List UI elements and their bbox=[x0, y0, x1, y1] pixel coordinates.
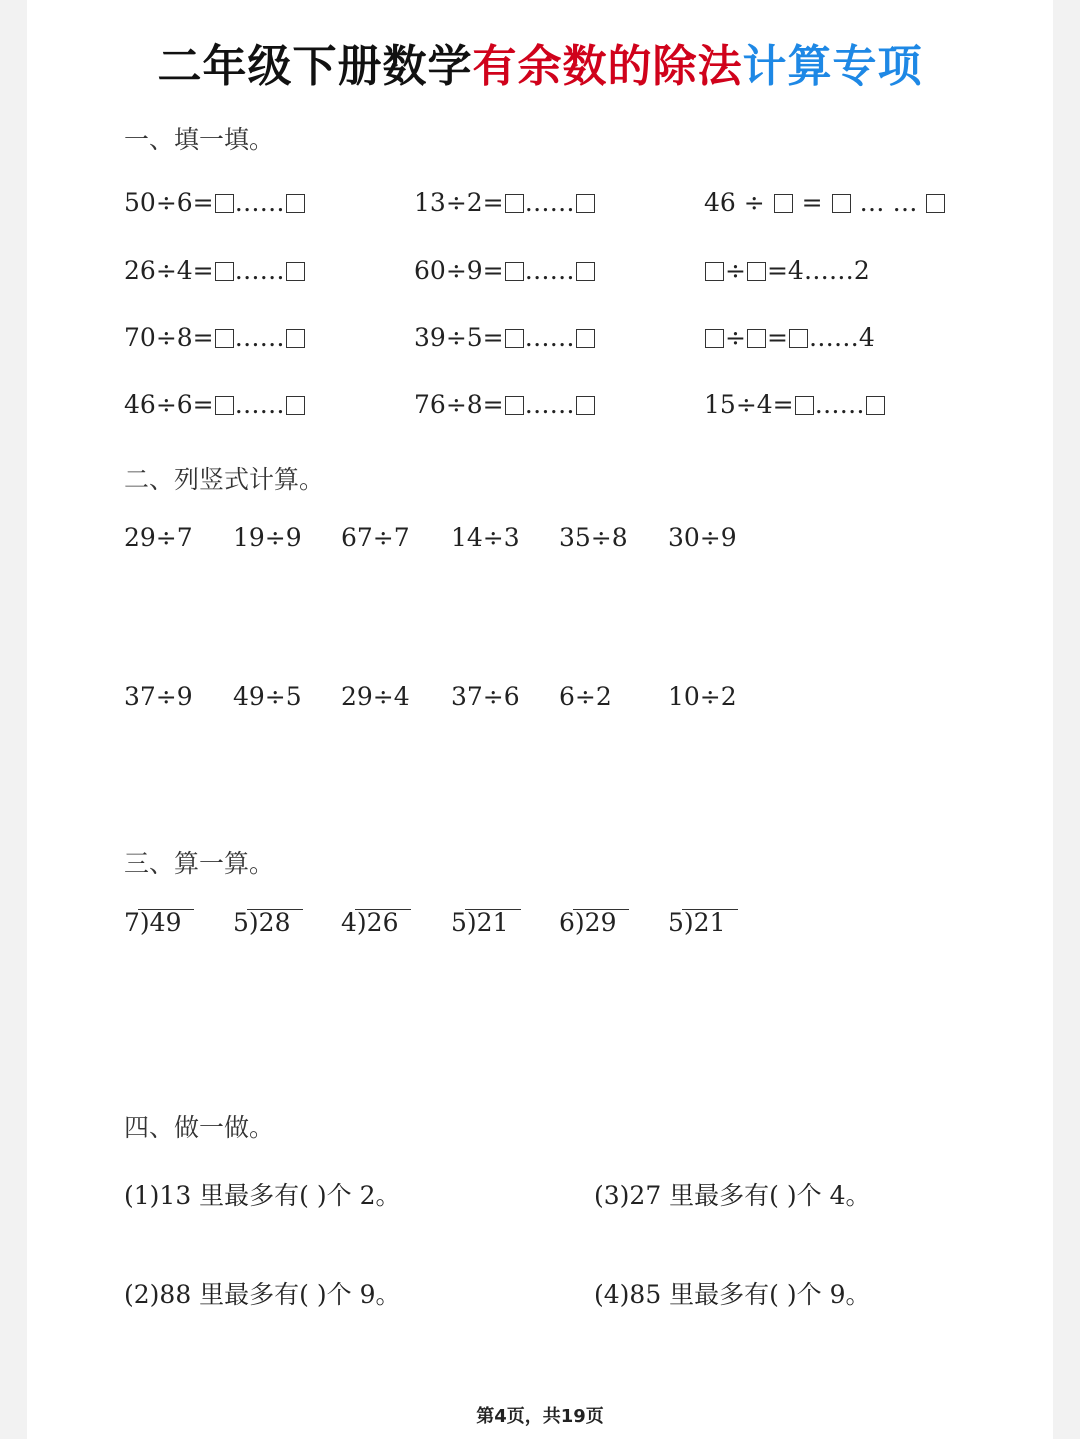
long-division-text: 7)49 bbox=[124, 908, 182, 937]
answer-box[interactable] bbox=[747, 329, 766, 348]
word-question: (3)27 里最多有( )个 4。 bbox=[594, 1181, 871, 1210]
answer-box[interactable] bbox=[215, 194, 234, 213]
answer-box[interactable] bbox=[866, 396, 885, 415]
division-bracket-line bbox=[573, 909, 629, 910]
answer-box[interactable] bbox=[576, 262, 595, 281]
title-part-practice: 计算专项 bbox=[742, 41, 923, 92]
word-question: (4)85 里最多有( )个 9。 bbox=[594, 1280, 871, 1309]
long-division-text: 4)26 bbox=[341, 908, 399, 937]
long-division-problem bbox=[559, 908, 616, 937]
fill-in-equation: 50÷6= …… bbox=[124, 188, 306, 217]
answer-box[interactable] bbox=[705, 262, 724, 281]
division-bracket-line bbox=[355, 909, 411, 910]
answer-box[interactable] bbox=[286, 396, 305, 415]
division-bracket-line bbox=[682, 909, 738, 910]
page-title bbox=[27, 30, 1053, 94]
long-division-problem bbox=[124, 908, 181, 937]
section4-heading: 四、做一做。 bbox=[124, 1113, 275, 1142]
answer-box[interactable] bbox=[215, 396, 234, 415]
fill-in-equation: ÷ = ……4 bbox=[704, 323, 875, 352]
answer-box[interactable] bbox=[774, 194, 793, 213]
fill-in-equation: 60÷9= …… bbox=[414, 256, 596, 285]
fill-in-equation: 26÷4= …… bbox=[124, 256, 306, 285]
long-division-text: 5)21 bbox=[451, 908, 509, 937]
division-expression: 37÷9 bbox=[124, 682, 193, 711]
title-part-topic: 有余数的除法 bbox=[472, 41, 743, 92]
answer-box[interactable] bbox=[215, 329, 234, 348]
division-bracket-line bbox=[465, 909, 521, 910]
fill-in-equation: 46÷6= …… bbox=[124, 390, 306, 419]
fill-in-equation: 15÷4= …… bbox=[704, 390, 886, 419]
answer-box[interactable] bbox=[505, 194, 524, 213]
answer-box[interactable] bbox=[286, 329, 305, 348]
answer-box[interactable] bbox=[286, 194, 305, 213]
answer-box[interactable] bbox=[576, 396, 595, 415]
answer-box[interactable] bbox=[576, 329, 595, 348]
worksheet-page bbox=[27, 0, 1053, 1439]
word-question: (1)13 里最多有( )个 2。 bbox=[124, 1181, 401, 1210]
answer-box[interactable] bbox=[926, 194, 945, 213]
long-division-problem bbox=[668, 908, 725, 937]
division-bracket-line bbox=[247, 909, 303, 910]
answer-box[interactable] bbox=[505, 262, 524, 281]
section2-heading: 二、列竖式计算。 bbox=[124, 465, 325, 494]
section3-heading: 三、算一算。 bbox=[124, 849, 275, 878]
division-expression: 29÷4 bbox=[341, 682, 410, 711]
long-division-text: 6)29 bbox=[559, 908, 617, 937]
division-bracket-line bbox=[138, 909, 194, 910]
division-expression: 67÷7 bbox=[341, 523, 410, 552]
fill-in-equation: 76÷8= …… bbox=[414, 390, 596, 419]
word-question: (2)88 里最多有( )个 9。 bbox=[124, 1280, 401, 1309]
division-expression: 49÷5 bbox=[233, 682, 302, 711]
division-expression: 14÷3 bbox=[451, 523, 520, 552]
fill-in-equation: 39÷5= …… bbox=[414, 323, 596, 352]
division-expression: 37÷6 bbox=[451, 682, 520, 711]
fill-in-equation: 46 ÷ = … … bbox=[704, 188, 946, 217]
long-division-text: 5)21 bbox=[668, 908, 726, 937]
fill-in-equation: 13÷2= …… bbox=[414, 188, 596, 217]
long-division-text: 5)28 bbox=[233, 908, 291, 937]
long-division-problem bbox=[451, 908, 508, 937]
answer-box[interactable] bbox=[286, 262, 305, 281]
division-expression: 19÷9 bbox=[233, 523, 302, 552]
fill-in-equation: 70÷8= …… bbox=[124, 323, 306, 352]
answer-box[interactable] bbox=[747, 262, 766, 281]
long-division-problem bbox=[341, 908, 398, 937]
answer-box[interactable] bbox=[576, 194, 595, 213]
answer-box[interactable] bbox=[215, 262, 234, 281]
answer-box[interactable] bbox=[832, 194, 851, 213]
title-part-grade: 二年级下册数学 bbox=[157, 41, 473, 92]
section1-heading: 一、填一填。 bbox=[124, 125, 275, 154]
division-expression: 35÷8 bbox=[559, 523, 628, 552]
answer-box[interactable] bbox=[795, 396, 814, 415]
division-expression: 6÷2 bbox=[559, 682, 612, 711]
answer-box[interactable] bbox=[505, 396, 524, 415]
answer-box[interactable] bbox=[705, 329, 724, 348]
answer-box[interactable] bbox=[505, 329, 524, 348]
answer-box[interactable] bbox=[789, 329, 808, 348]
long-division-problem bbox=[233, 908, 290, 937]
fill-in-equation: ÷ =4……2 bbox=[704, 256, 870, 285]
division-expression: 10÷2 bbox=[668, 682, 737, 711]
division-expression: 29÷7 bbox=[124, 523, 193, 552]
page-footer: 第4页，共19页 bbox=[476, 1406, 604, 1427]
division-expression: 30÷9 bbox=[668, 523, 737, 552]
